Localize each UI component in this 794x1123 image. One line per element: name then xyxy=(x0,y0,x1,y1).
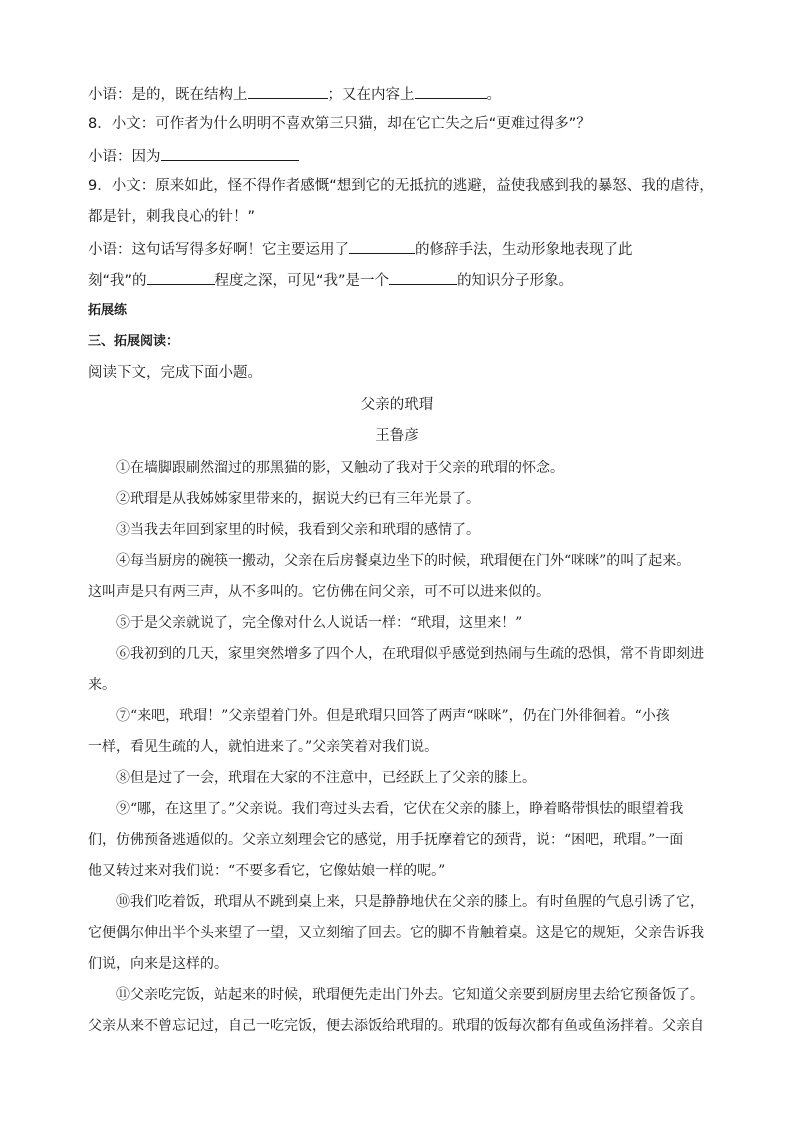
article-line: ⑪父亲吃完饭，站起来的时候，玳瑁便先走出门外去。它知道父亲要到厨房里去给它预备饭了。 xyxy=(116,987,704,1003)
q9-answer-text-d: 程度之深，可见“我”是一个 xyxy=(214,273,390,289)
article-line: ⑥我初到的几天，家里突然增多了四个人，在玳瑁似乎感觉到热闹与生疏的恐惧，常不肯即刻进 xyxy=(116,646,704,662)
article-line: ⑨“哪，在这里了。”父亲说。我们弯过头去看，它伏在父亲的膝上，睁着略带惧怯的眼望着我 xyxy=(116,801,684,817)
article-line: ②玳瑁是从我姊姊家里带来的，据说大约已有三年光景了。 xyxy=(116,491,480,507)
article-line: 他又转过来对我们说：“不要多看它，它像姑娘一样的呢。” xyxy=(88,863,446,879)
q9-answer-text-c: 刻“我”的 xyxy=(88,273,147,289)
q9-answer-line-2 xyxy=(88,269,708,291)
section-instruction: 阅读下文，完成下面小题。 xyxy=(88,365,262,381)
article-line: ③当我去年回到家里的时候，我看到父亲和玳瑁的感情了。 xyxy=(116,522,480,538)
article-line: 父亲从来不曾忘记过，自己一吃完饭，便去添饭给玳瑁的。玳瑁的饭每次都有鱼或鱼汤拌着。父亲自 xyxy=(88,1018,704,1034)
article-line: ⑤于是父亲就说了，完全像对什么人说话一样：“玳瑁，这里来！” xyxy=(116,615,523,631)
article-line: 一样，看见生疏的人，就怕进来了。”父亲笑着对我们说。 xyxy=(88,739,439,755)
q9-answer-line-1 xyxy=(88,238,708,260)
article-title: 父亲的玳瑁 xyxy=(360,397,434,413)
q9-blank-image[interactable] xyxy=(389,269,457,285)
article-line: ⑦“来吧，玳瑁！”父亲望着门外。但是玳瑁只回答了两声“咪咪”，仍在门外徘徊着。“小孩 xyxy=(116,708,670,724)
article-line: ④每当厨房的碗筷一搬动，父亲在后房餐桌边坐下的时候，玳瑁便在门外“咪咪”的叫了起来。 xyxy=(116,553,691,569)
q9-answer-text-a: 小语：这句话写得多好啊！它主要运用了 xyxy=(88,242,349,258)
article-line: ①在墙脚跟刷然溜过的那黑猫的影，又触动了我对于父亲的玳瑁的怀念。 xyxy=(116,460,564,476)
article-author: 王鲁彦 xyxy=(375,428,419,444)
q7-blank-content[interactable] xyxy=(415,83,487,99)
q9-answer-text-b: 的修辞手法，生动形象地表现了此 xyxy=(415,242,633,258)
article-line: ⑩我们吃着饭，玳瑁从不跳到桌上来，只是静静地伏在父亲的膝上。有时鱼腥的气息引诱了它， xyxy=(116,894,704,910)
q7-answer-text-c: 。 xyxy=(486,87,501,103)
q7-answer-line xyxy=(88,83,708,105)
q9-question-line-2: 都是针，刺我良心的针！” xyxy=(88,209,256,225)
q7-blank-structure[interactable] xyxy=(248,83,328,99)
q9-answer-text-e: 的知识分子形象。 xyxy=(457,273,574,289)
article-line: 来。 xyxy=(88,677,116,693)
q9-blank-degree[interactable] xyxy=(147,269,215,285)
q8-blank-reason[interactable] xyxy=(161,145,299,161)
section-heading: 三、拓展阅读： xyxy=(88,334,180,349)
article-line: ⑧但是过了一会，玳瑁在大家的不注意中，已经跃上了父亲的膝上。 xyxy=(116,770,536,786)
article-line: 这叫声是只有两三声，从不多叫的。它仿佛在问父亲，可不可以进来似的。 xyxy=(88,584,550,600)
article-line: 们说，向来是这样的。 xyxy=(88,956,228,972)
q7-answer-text-b: ；又在内容上 xyxy=(327,87,415,103)
q9-blank-rhetoric[interactable] xyxy=(349,238,415,254)
q9-question-line-1: 9．小文：原来如此，怪不得作者感慨“想到它的无抵抗的逃避，益使我感到我的暴怒、我的虐待， xyxy=(88,178,714,194)
section-tag: 拓展练 xyxy=(88,303,128,318)
q8-answer-prefix: 小语：因为 xyxy=(88,149,161,165)
q8-question: 8．小文：可作者为什么明明不喜欢第三只猫，却在它亡失之后“更难过得多”？ xyxy=(88,116,591,132)
q7-answer-text-a: 小语：是的，既在结构上 xyxy=(88,87,248,103)
article-line: 它便偶尔伸出半个头来望了一望，又立刻缩了回去。它的脚不肯触着桌。这是它的规矩，父亲告诉我 xyxy=(88,925,704,941)
q8-answer-line xyxy=(88,145,708,167)
article-line: 们，仿佛预备逃遁似的。父亲立刻理会它的感觉，用手抚摩着它的颈背，说：“困吧，玳瑁。”一面 xyxy=(88,832,684,848)
